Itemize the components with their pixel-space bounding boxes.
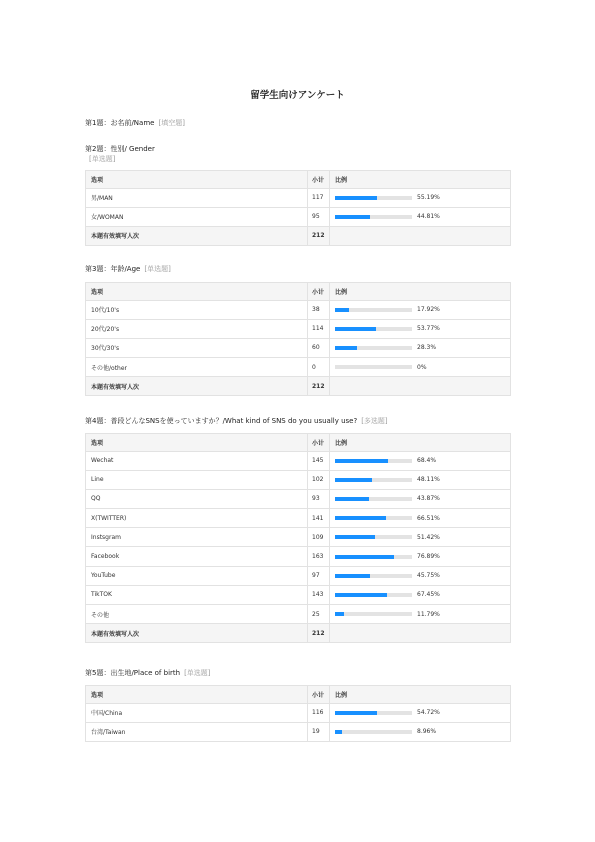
ratio-bar-fill: [335, 730, 342, 734]
question-1-title: [85, 118, 185, 128]
option-label: Instsgram: [86, 528, 308, 547]
option-label: Wechat: [86, 451, 308, 470]
ratio-bar-track: [335, 327, 412, 331]
ratio-percent: 43.87%: [417, 495, 440, 503]
table-header-row: [86, 434, 511, 452]
ratio-bar-fill: [335, 497, 369, 501]
question-label: 第3题：年龄/Age: [85, 265, 141, 273]
ratio-bar-fill: [335, 555, 394, 559]
ratio-percent: 0%: [417, 363, 427, 371]
header-option: 选项: [86, 283, 308, 301]
total-label: 本题有效填写人次: [86, 226, 308, 245]
ratio-bar-track: [335, 730, 412, 734]
header-option: 选项: [86, 686, 308, 704]
option-count: 0: [308, 358, 330, 377]
table-total-row: [86, 377, 511, 396]
total-label: 本题有效填写人次: [86, 624, 308, 643]
header-count: 小计: [308, 434, 330, 452]
question-type-tag: [多选题]: [361, 417, 388, 425]
table-row: [86, 566, 511, 585]
total-empty-cell: [330, 377, 511, 396]
ratio-bar-fill: [335, 215, 370, 219]
option-ratio-cell: [330, 358, 511, 377]
option-count: 141: [308, 509, 330, 528]
ratio-bar-track: [335, 346, 412, 350]
table-header-row: [86, 686, 511, 704]
ratio-bar-fill: [335, 574, 370, 578]
question-5-title: [85, 668, 211, 678]
option-ratio-cell: [330, 605, 511, 624]
ratio-percent: 51.42%: [417, 533, 440, 541]
question-type-tag: [单选题]: [89, 155, 116, 163]
ratio-bar-fill: [335, 196, 377, 200]
table-row: [86, 300, 511, 319]
option-label: X(TWITTER): [86, 509, 308, 528]
table-total-row: [86, 624, 511, 643]
ratio-percent: 11.79%: [417, 610, 440, 618]
option-ratio-cell: [330, 451, 511, 470]
ratio-percent: 66.51%: [417, 514, 440, 522]
option-count: 163: [308, 547, 330, 566]
question-2-title: [85, 144, 155, 164]
question-label: 第4题：普段どんなSNSを使っていますか？/What kind of SNS do you usually use?: [85, 417, 358, 425]
table-row: [86, 585, 511, 604]
header-option: 选项: [86, 434, 308, 452]
question-5-table: [85, 685, 511, 742]
option-ratio-cell: [330, 470, 511, 489]
option-count: 93: [308, 489, 330, 508]
ratio-bar-track: [335, 593, 412, 597]
ratio-percent: 55.19%: [417, 194, 440, 202]
report-title: 留学生向けアンケート: [250, 90, 345, 101]
question-label: 第5题：出生地/Place of birth: [85, 669, 181, 677]
ratio-percent: 68.4%: [417, 457, 437, 465]
table-total-row: [86, 226, 511, 245]
ratio-percent: 17.92%: [417, 306, 440, 314]
option-count: 38: [308, 300, 330, 319]
option-label: Line: [86, 470, 308, 489]
option-ratio-cell: [330, 528, 511, 547]
question-type-tag: [单选题]: [184, 669, 211, 677]
option-ratio-cell: [330, 722, 511, 741]
table-row: [86, 207, 511, 226]
table-row: [86, 470, 511, 489]
ratio-bar-track: [335, 478, 412, 482]
ratio-bar-track: [335, 365, 412, 369]
total-count: 212: [308, 226, 330, 245]
header-ratio: 比例: [330, 434, 511, 452]
option-count: 25: [308, 605, 330, 624]
ratio-bar-fill: [335, 327, 376, 331]
ratio-bar-track: [335, 516, 412, 520]
header-ratio: 比例: [330, 171, 511, 189]
option-ratio-cell: [330, 585, 511, 604]
option-label: 中国/China: [86, 703, 308, 722]
header-ratio: 比例: [330, 283, 511, 301]
header-count: 小计: [308, 171, 330, 189]
option-label: 台湾/Taiwan: [86, 722, 308, 741]
ratio-bar-track: [335, 555, 412, 559]
ratio-bar-fill: [335, 346, 357, 350]
option-count: 60: [308, 338, 330, 357]
option-label: 20代/20's: [86, 319, 308, 338]
option-ratio-cell: [330, 300, 511, 319]
option-label: 10代/10's: [86, 300, 308, 319]
ratio-bar-track: [335, 497, 412, 501]
option-label: TikTOK: [86, 585, 308, 604]
option-count: 97: [308, 566, 330, 585]
ratio-bar-track: [335, 535, 412, 539]
total-empty-cell: [330, 624, 511, 643]
option-count: 117: [308, 188, 330, 207]
question-3-title: [85, 264, 171, 274]
total-count: 212: [308, 377, 330, 396]
option-label: その他/other: [86, 358, 308, 377]
ratio-percent: 54.72%: [417, 709, 440, 717]
option-count: 143: [308, 585, 330, 604]
ratio-bar-fill: [335, 516, 386, 520]
ratio-bar-track: [335, 711, 412, 715]
ratio-percent: 76.89%: [417, 553, 440, 561]
ratio-percent: 53.77%: [417, 325, 440, 333]
option-count: 102: [308, 470, 330, 489]
ratio-percent: 45.75%: [417, 572, 440, 580]
option-ratio-cell: [330, 207, 511, 226]
option-label: Facebook: [86, 547, 308, 566]
header-option: 选项: [86, 171, 308, 189]
table-row: [86, 319, 511, 338]
table-row: [86, 722, 511, 741]
table-row: [86, 489, 511, 508]
header-count: 小计: [308, 686, 330, 704]
table-row: [86, 188, 511, 207]
table-row: [86, 451, 511, 470]
option-count: 19: [308, 722, 330, 741]
question-4-title: [85, 416, 388, 426]
option-label: 男/MAN: [86, 188, 308, 207]
ratio-bar-fill: [335, 711, 377, 715]
table-header-row: [86, 283, 511, 301]
ratio-bar-fill: [335, 478, 372, 482]
option-count: 109: [308, 528, 330, 547]
ratio-bar-fill: [335, 612, 344, 616]
option-ratio-cell: [330, 319, 511, 338]
table-row: [86, 703, 511, 722]
option-count: 116: [308, 703, 330, 722]
ratio-bar-fill: [335, 593, 387, 597]
table-row: [86, 547, 511, 566]
ratio-percent: 44.81%: [417, 213, 440, 221]
ratio-percent: 48.11%: [417, 476, 440, 484]
table-row: [86, 528, 511, 547]
ratio-bar-fill: [335, 535, 375, 539]
question-label: 第2题：性别/ Gender: [85, 145, 155, 153]
question-4-table: [85, 433, 511, 643]
option-label: QQ: [86, 489, 308, 508]
header-count: 小计: [308, 283, 330, 301]
ratio-bar-track: [335, 308, 412, 312]
option-label: その他: [86, 605, 308, 624]
table-row: [86, 509, 511, 528]
option-ratio-cell: [330, 509, 511, 528]
option-count: 145: [308, 451, 330, 470]
ratio-bar-track: [335, 196, 412, 200]
ratio-percent: 67.45%: [417, 591, 440, 599]
ratio-bar-track: [335, 459, 412, 463]
option-ratio-cell: [330, 489, 511, 508]
ratio-percent: 28.3%: [417, 344, 437, 352]
option-ratio-cell: [330, 188, 511, 207]
option-ratio-cell: [330, 566, 511, 585]
ratio-bar-fill: [335, 459, 388, 463]
option-label: 女/WOMAN: [86, 207, 308, 226]
option-ratio-cell: [330, 338, 511, 357]
option-ratio-cell: [330, 703, 511, 722]
table-row: [86, 605, 511, 624]
option-count: 95: [308, 207, 330, 226]
total-count: 212: [308, 624, 330, 643]
option-label: YouTube: [86, 566, 308, 585]
question-3-table: [85, 282, 511, 396]
total-label: 本题有效填写人次: [86, 377, 308, 396]
question-2-table: [85, 170, 511, 246]
table-row: [86, 338, 511, 357]
question-type-tag: [填空题]: [158, 119, 185, 127]
ratio-bar-fill: [335, 308, 349, 312]
table-header-row: [86, 171, 511, 189]
question-type-tag: [单选题]: [144, 265, 171, 273]
ratio-percent: 8.96%: [417, 728, 437, 736]
option-ratio-cell: [330, 547, 511, 566]
ratio-bar-track: [335, 215, 412, 219]
ratio-bar-track: [335, 574, 412, 578]
table-row: [86, 358, 511, 377]
header-ratio: 比例: [330, 686, 511, 704]
ratio-bar-track: [335, 612, 412, 616]
question-label: 第1题：お名前/Name: [85, 119, 155, 127]
total-empty-cell: [330, 226, 511, 245]
option-label: 30代/30's: [86, 338, 308, 357]
option-count: 114: [308, 319, 330, 338]
